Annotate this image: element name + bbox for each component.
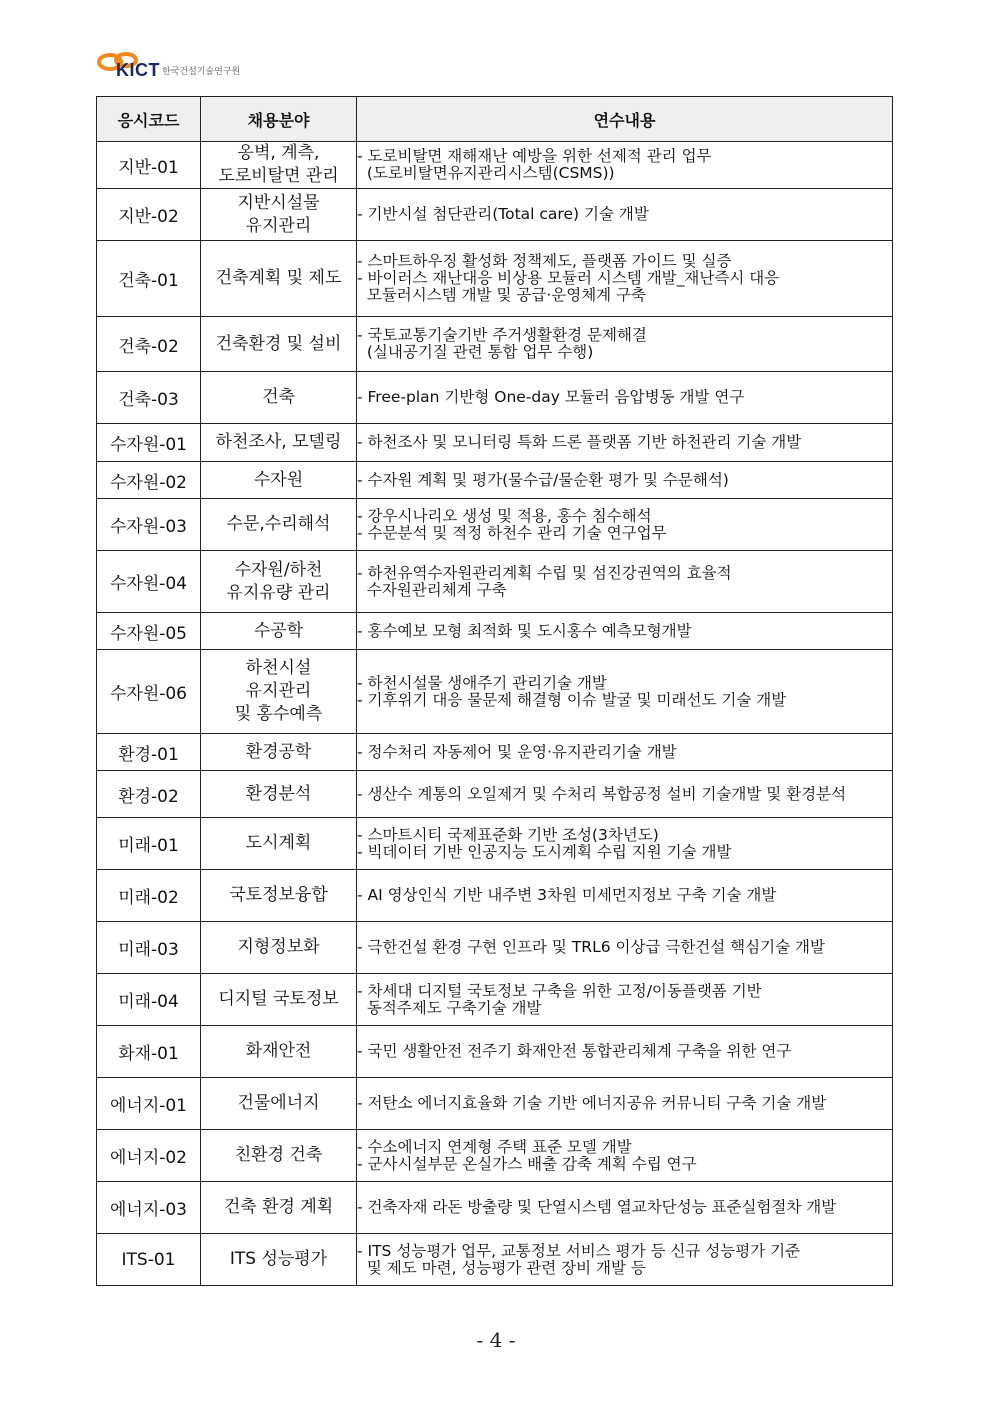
row-field bbox=[201, 142, 357, 189]
content-line: - 스마트하우징 활성화 정책제도, 플랫폼 가이드 및 실증 bbox=[357, 253, 732, 270]
table-row bbox=[97, 1182, 893, 1234]
content-line: - 차세대 디지털 국토정보 구축을 위한 고정/이동플랫폼 기반 bbox=[357, 982, 762, 1000]
row-content bbox=[357, 551, 893, 613]
row-code: 건축-02 bbox=[97, 317, 201, 372]
row-content bbox=[357, 424, 893, 462]
field-line: 수자원 bbox=[253, 469, 304, 490]
table-row bbox=[97, 1026, 893, 1078]
content-line: - 극한건설 환경 구현 인프라 및 TRL6 이상급 극한건설 핵심기술 개발 bbox=[357, 939, 825, 956]
row-content bbox=[357, 372, 893, 424]
table-row bbox=[97, 424, 893, 462]
row-field bbox=[201, 870, 357, 922]
row-field bbox=[201, 1130, 357, 1182]
content-line: - 국토교통기술기반 주거생활환경 문제해결 bbox=[357, 327, 647, 344]
content-line: 및 제도 마련, 성능평가 관련 장비 개발 등 bbox=[357, 1259, 646, 1277]
row-content bbox=[357, 142, 893, 189]
header-content: 연수내용 bbox=[357, 97, 893, 142]
content-line: - 국민 생활안전 전주기 화재안전 통합관리체계 구축을 위한 연구 bbox=[357, 1043, 792, 1060]
field-line: 도시계획 bbox=[245, 833, 312, 853]
field-line: 건물에너지 bbox=[237, 1093, 320, 1113]
table-row bbox=[97, 551, 893, 613]
row-code: 미래-03 bbox=[97, 922, 201, 974]
field-line: 환경공학 bbox=[245, 741, 312, 762]
table-row bbox=[97, 1234, 893, 1286]
row-content bbox=[357, 1078, 893, 1130]
row-code: 환경-02 bbox=[97, 771, 201, 818]
content-line: - ITS 성능평가 업무, 교통정보 서비스 평가 등 신규 성능평가 기준 bbox=[357, 1242, 801, 1260]
row-content bbox=[357, 1026, 893, 1078]
row-code: ITS-01 bbox=[97, 1234, 201, 1286]
content-line: (실내공기질 관련 통합 업무 수행) bbox=[357, 344, 594, 361]
row-code: 수자원-06 bbox=[97, 650, 201, 734]
field-line: 디지털 국토정보 bbox=[218, 989, 339, 1009]
field-line: 옹벽, 계측, bbox=[237, 143, 320, 163]
row-field bbox=[201, 818, 357, 870]
row-code: 수자원-03 bbox=[97, 499, 201, 551]
row-field bbox=[201, 771, 357, 818]
row-code: 지반-01 bbox=[97, 142, 201, 189]
row-content bbox=[357, 189, 893, 241]
content-line: - 저탄소 에너지효율화 기술 기반 에너지공유 커뮤니티 구축 기술 개발 bbox=[357, 1095, 827, 1112]
field-line: 수문,수리해석 bbox=[226, 514, 331, 534]
table-row bbox=[97, 241, 893, 317]
content-line: - 기반시설 첨단관리(Total care) 기술 개발 bbox=[357, 206, 649, 223]
header-field: 채용분야 bbox=[201, 97, 357, 142]
table-row bbox=[97, 974, 893, 1026]
row-field bbox=[201, 372, 357, 424]
field-line: 건축 환경 계획 bbox=[223, 1197, 334, 1217]
field-line: 및 홍수예측 bbox=[234, 704, 323, 724]
row-code: 미래-04 bbox=[97, 974, 201, 1026]
row-code: 미래-01 bbox=[97, 818, 201, 870]
table-row bbox=[97, 462, 893, 499]
content-line: - 홍수예보 모형 최적화 및 도시홍수 예측모형개발 bbox=[357, 622, 692, 640]
content-line: - 생산수 계통의 오일제거 및 수처리 복합공정 설비 기술개발 및 환경분석 bbox=[357, 785, 847, 803]
content-line: 모듈러시스템 개발 및 공급·운영체계 구축 bbox=[357, 287, 647, 304]
field-line: 환경분석 bbox=[245, 783, 312, 804]
row-field bbox=[201, 551, 357, 613]
row-code: 환경-01 bbox=[97, 734, 201, 771]
row-field bbox=[201, 317, 357, 372]
row-code: 에너지-03 bbox=[97, 1182, 201, 1234]
content-line: - 빅데이터 기반 인공지능 도시계획 수립 지원 기술 개발 bbox=[357, 843, 732, 861]
row-code: 에너지-01 bbox=[97, 1078, 201, 1130]
content-line: - 기후위기 대응 물문제 해결형 이슈 발굴 및 미래선도 기술 개발 bbox=[357, 691, 787, 709]
row-code: 화재-01 bbox=[97, 1026, 201, 1078]
content-line: - 정수처리 자동제어 및 운영·유지관리기술 개발 bbox=[357, 743, 677, 761]
content-line: - 강우시나리오 생성 및 적용, 홍수 침수해석 bbox=[357, 507, 652, 525]
content-line: - 스마트시티 국제표준화 기반 조성(3차년도) bbox=[357, 826, 659, 844]
field-line: 하천조사, 모델링 bbox=[215, 432, 342, 452]
row-content bbox=[357, 613, 893, 650]
row-field bbox=[201, 1078, 357, 1130]
row-content bbox=[357, 974, 893, 1026]
page-number: - 4 - bbox=[476, 1328, 516, 1352]
field-line: 유지관리 bbox=[245, 215, 312, 236]
content-line: (도로비탈면유지관리시스템(CSMS)) bbox=[357, 165, 615, 182]
content-line: - 하천시설물 생애주기 관리기술 개발 bbox=[357, 674, 607, 692]
table-row bbox=[97, 499, 893, 551]
content-line: - 수자원 계획 및 평가(물수급/물순환 평가 및 수문해석) bbox=[357, 471, 729, 489]
row-content bbox=[357, 734, 893, 771]
row-content bbox=[357, 870, 893, 922]
row-field bbox=[201, 1182, 357, 1234]
table-header-row bbox=[97, 97, 893, 142]
row-content bbox=[357, 462, 893, 499]
row-code: 에너지-02 bbox=[97, 1130, 201, 1182]
table-row bbox=[97, 650, 893, 734]
row-content bbox=[357, 818, 893, 870]
logo-subtitle: 한국건설기술연구원 bbox=[162, 67, 241, 77]
header-code: 응시코드 bbox=[97, 97, 201, 142]
logo-text: KICT bbox=[116, 60, 160, 80]
content-line: 동적주제도 구축기술 개발 bbox=[357, 999, 542, 1017]
row-field bbox=[201, 1234, 357, 1286]
field-line: 친환경 건축 bbox=[234, 1145, 323, 1165]
field-line: 지반시설물 bbox=[237, 192, 320, 213]
row-code: 미래-02 bbox=[97, 870, 201, 922]
row-content bbox=[357, 241, 893, 317]
field-line: ITS 성능평가 bbox=[229, 1249, 328, 1269]
field-line: 수공학 bbox=[253, 620, 304, 641]
row-code: 수자원-04 bbox=[97, 551, 201, 613]
row-code: 수자원-05 bbox=[97, 613, 201, 650]
content-line: - 하천유역수자원관리계획 수립 및 섬진강권역의 효율적 bbox=[357, 564, 732, 582]
table-row bbox=[97, 1130, 893, 1182]
field-line: 건축환경 및 설비 bbox=[215, 333, 342, 354]
field-line: 화재안전 bbox=[245, 1041, 312, 1061]
field-line: 유지관리 bbox=[245, 681, 312, 701]
row-content bbox=[357, 771, 893, 818]
row-field bbox=[201, 1026, 357, 1078]
content-line: - Free-plan 기반형 One-day 모듈러 음압병동 개발 연구 bbox=[357, 389, 745, 406]
content-line: - 도로비탈면 재해재난 예방을 위한 선제적 관리 업무 bbox=[357, 148, 712, 165]
training-table bbox=[96, 96, 893, 1286]
row-code: 건축-03 bbox=[97, 372, 201, 424]
content-line: - 하천조사 및 모니터링 특화 드론 플랫폼 기반 하천관리 기술 개발 bbox=[357, 434, 802, 451]
table-row bbox=[97, 317, 893, 372]
table-row bbox=[97, 1078, 893, 1130]
table-row bbox=[97, 613, 893, 650]
kict-logo bbox=[96, 48, 266, 84]
row-content bbox=[357, 1130, 893, 1182]
row-code: 수자원-02 bbox=[97, 462, 201, 499]
field-line: 하천시설 bbox=[245, 658, 312, 678]
row-field bbox=[201, 424, 357, 462]
field-line: 유지유량 관리 bbox=[226, 582, 331, 603]
content-line: 수자원관리체계 구축 bbox=[357, 581, 507, 599]
field-line: 건축계획 및 제도 bbox=[215, 268, 342, 288]
table-row bbox=[97, 771, 893, 818]
table-row bbox=[97, 922, 893, 974]
table-row bbox=[97, 189, 893, 241]
row-field bbox=[201, 613, 357, 650]
content-line: - 수문분석 및 적정 하천수 관리 기술 연구업무 bbox=[357, 524, 667, 542]
table-row bbox=[97, 818, 893, 870]
content-line: - 바이러스 재난대응 비상용 모듈러 시스템 개발_재난즉시 대응 bbox=[357, 270, 780, 287]
table-row bbox=[97, 372, 893, 424]
field-line: 도로비탈면 관리 bbox=[218, 166, 339, 186]
row-content bbox=[357, 1234, 893, 1286]
table-row bbox=[97, 142, 893, 189]
row-field bbox=[201, 974, 357, 1026]
row-content bbox=[357, 1182, 893, 1234]
field-line: 수자원/하천 bbox=[234, 559, 323, 580]
row-field bbox=[201, 499, 357, 551]
row-field bbox=[201, 734, 357, 771]
content-line: - AI 영상인식 기반 내주변 3차원 미세먼지정보 구축 기술 개발 bbox=[357, 887, 777, 904]
content-line: - 군사시설부문 온실가스 배출 감축 계획 수립 연구 bbox=[357, 1155, 697, 1173]
row-code: 건축-01 bbox=[97, 241, 201, 317]
table-row bbox=[97, 870, 893, 922]
field-line: 국토정보융합 bbox=[229, 885, 328, 905]
content-line: - 수소에너지 연계형 주택 표준 모델 개발 bbox=[357, 1138, 632, 1156]
row-field bbox=[201, 650, 357, 734]
row-code: 수자원-01 bbox=[97, 424, 201, 462]
row-field bbox=[201, 241, 357, 317]
row-content bbox=[357, 650, 893, 734]
row-field bbox=[201, 189, 357, 241]
row-content bbox=[357, 499, 893, 551]
row-content bbox=[357, 317, 893, 372]
field-line: 지형정보화 bbox=[237, 937, 320, 957]
row-field bbox=[201, 922, 357, 974]
row-code: 지반-02 bbox=[97, 189, 201, 241]
row-field bbox=[201, 462, 357, 499]
content-line: - 건축자재 라돈 방출량 및 단열시스템 열교차단성능 표준실험절차 개발 bbox=[357, 1199, 837, 1216]
field-line: 건축 bbox=[262, 387, 295, 407]
row-content bbox=[357, 922, 893, 974]
table-row bbox=[97, 734, 893, 771]
